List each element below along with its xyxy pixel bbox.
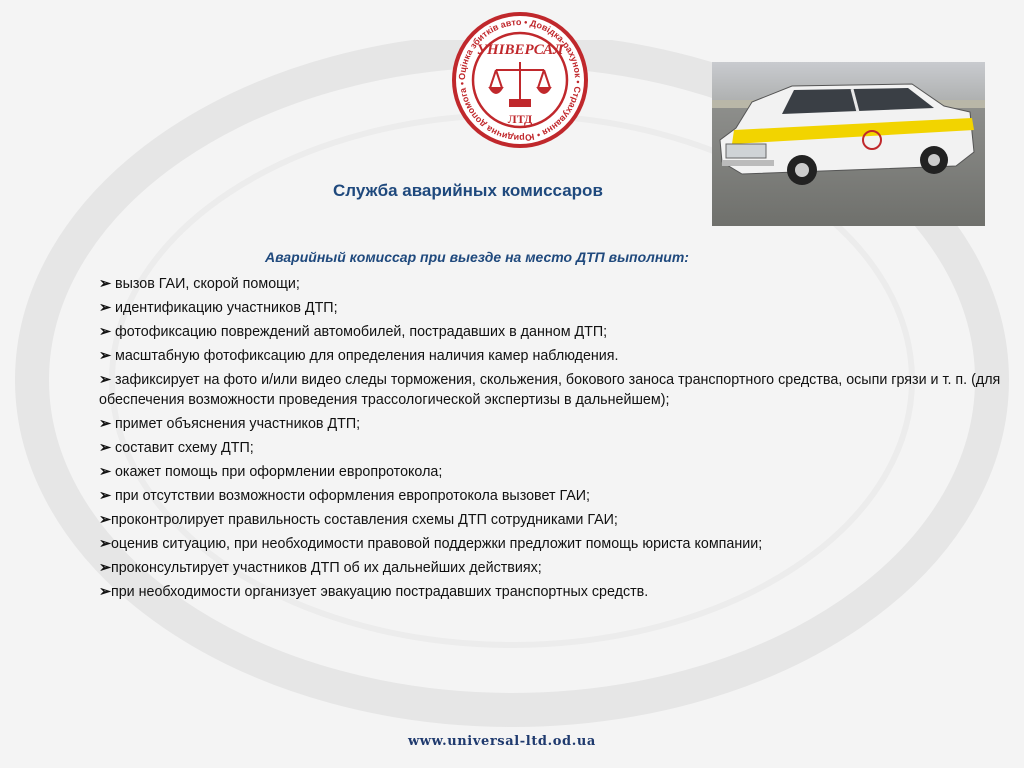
list-item (99, 462, 1004, 482)
list-item-text: идентификацию участников ДТП; (114, 300, 338, 316)
section-subtitle: Аварийный комиссар при выезде на место ДТП выполнит: (265, 249, 689, 265)
list-item-text: проконтролирует правильность составления схемы ДТП сотрудниками ГАИ; (110, 512, 618, 528)
website-url: www.universal-ltd.od.ua (408, 734, 596, 749)
arrow-bullet-icon: ➢ (99, 276, 111, 292)
car-photo (712, 62, 985, 226)
logo-name: УНІВЕРСАЛ (476, 42, 564, 58)
list-item-text: примет объяснения участников ДТП; (114, 416, 361, 432)
arrow-bullet-icon: ➢ (99, 536, 111, 552)
list-item-text: вызов ГАИ, скорой помощи; (114, 276, 300, 292)
list-item (99, 438, 1004, 458)
arrow-bullet-icon: ➢ (99, 488, 111, 504)
list-item-text: при отсутствии возможности оформления европротокола вызовет ГАИ; (114, 488, 591, 504)
list-item (99, 298, 1004, 318)
list-item (99, 558, 1004, 578)
arrow-bullet-icon: ➢ (99, 464, 111, 480)
page-title: Служба аварийных комиссаров (333, 181, 603, 200)
arrow-bullet-icon: ➢ (99, 348, 111, 364)
logo-ring-text: Оцінка збитків авто • Довідка-рахунок • Страхування • Юридична допомога • (456, 16, 584, 144)
duties-list (99, 274, 1004, 606)
list-item (99, 414, 1004, 434)
list-item (99, 486, 1004, 506)
list-item-text: фотофиксацию повреждений автомобилей, пострадавших в данном ДТП; (114, 324, 608, 340)
list-item-text: масштабную фотофиксацию для определения наличия камер наблюдения. (114, 348, 619, 364)
list-item-text: при необходимости организует эвакуацию пострадавших транспортных средств. (110, 584, 649, 600)
list-item (99, 346, 1004, 366)
arrow-bullet-icon: ➢ (99, 300, 111, 316)
list-item (99, 274, 1004, 294)
list-item-text: оценив ситуацию, при необходимости правовой поддержки предложит помощь юриста компании; (110, 536, 763, 552)
list-item-text: зафиксирует на фото и/или видео следы торможения, скольжения, бокового заноса транспортного средства, осыпи грязи и т. п. (для обеспечения возможности проведения трассологической экспертизы в дальнейшем); (99, 372, 1001, 408)
list-item-text: проконсультирует участников ДТП об их дальнейших действиях; (110, 560, 542, 576)
arrow-bullet-icon: ➢ (99, 416, 111, 432)
arrow-bullet-icon: ➢ (99, 324, 111, 340)
list-item-text: составит схему ДТП; (114, 440, 254, 456)
list-item (99, 534, 1004, 554)
arrow-bullet-icon: ➢ (99, 560, 111, 576)
company-logo (452, 0, 588, 160)
arrow-bullet-icon: ➢ (99, 372, 111, 388)
logo-suffix: ЛТД (507, 112, 533, 126)
arrow-bullet-icon: ➢ (99, 584, 111, 600)
list-item-text: окажет помощь при оформлении европротокола; (114, 464, 443, 480)
list-item (99, 510, 1004, 530)
list-item (99, 322, 1004, 342)
list-item (99, 370, 1004, 410)
arrow-bullet-icon: ➢ (99, 512, 111, 528)
list-item (99, 582, 1004, 602)
arrow-bullet-icon: ➢ (99, 440, 111, 456)
